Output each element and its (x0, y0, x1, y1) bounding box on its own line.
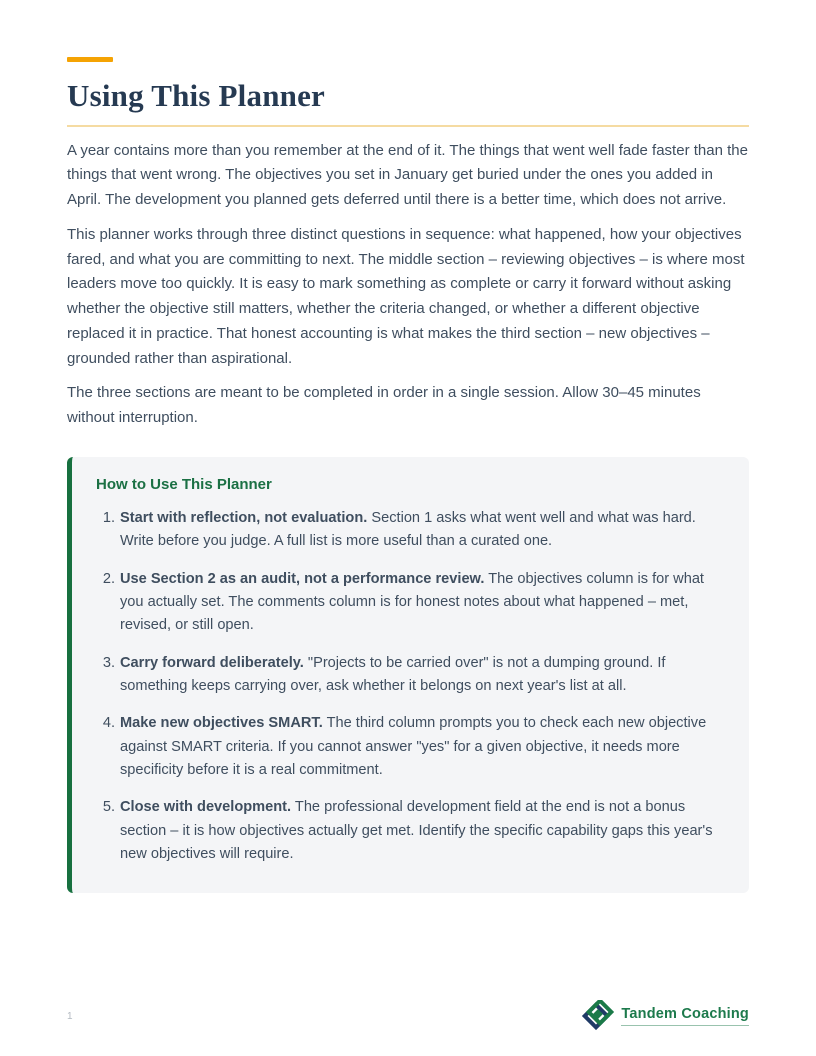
intro-paragraph-3: The three sections are meant to be completed in order in a single session. Allow 30–45 minutes without interruption. (67, 384, 701, 427)
step-text (120, 568, 723, 638)
tandem-diamond-icon (582, 1000, 614, 1032)
steps-list (96, 507, 723, 866)
step-number: 4. (102, 715, 115, 732)
list-item (96, 507, 723, 554)
step-number: 2. (102, 570, 115, 587)
step-lead: Make new objectives SMART. (120, 715, 323, 732)
step-text (120, 652, 723, 699)
step-body: The objectives column is for what you actually set. The comments column is for honest notes about what happened – met, revised, or still open. (120, 570, 704, 634)
step-text (120, 712, 723, 782)
step-body: The third column prompts you to check each new objective against SMART criteria. If you cannot answer "yes" for a given objective, it needs more specificity before it is a real commitment. (120, 715, 707, 778)
step-body: Section 1 asks what went well and what was hard. Write before you judge. A full list is more useful than a curated one. (120, 509, 696, 550)
how-to-callout (67, 457, 749, 893)
accent-bar (67, 57, 113, 62)
step-text (120, 796, 723, 866)
title-divider (67, 125, 749, 127)
step-body: The professional development field at the end is not a bonus section – it is how objectives actually get met. Identify the specific capability gaps this year's new objectives will require. (120, 799, 713, 863)
intro-paragraph-2: This planner works through three distinct questions in sequence: what happened, how your objectives fared, and what you are committing to next. The middle section – reviewing objectives – is where most leaders move too quickly. It is easy to mark something as complete or carry it forward without asking whether the objective still matters, whether the criteria changed, or whether a different objective replaced it in practice. That honest accounting is what makes the third section – new objectives – grounded rather than aspirational. (67, 225, 745, 367)
brand-logo (582, 1000, 749, 1032)
list-item (96, 712, 723, 782)
brand-name: Tandem Coaching (621, 1006, 749, 1026)
step-lead: Use Section 2 as an audit, not a performance review. (120, 570, 485, 587)
list-item (96, 652, 723, 699)
step-lead: Close with development. (120, 799, 292, 816)
list-item (96, 796, 723, 866)
page-number: 1 (67, 1010, 73, 1022)
step-text (120, 507, 723, 554)
step-body: "Projects to be carried over" is not a dumping ground. If something keeps carrying over, ask whether it belongs on next year's list at all. (120, 654, 666, 694)
step-number: 3. (102, 654, 115, 671)
step-lead: Start with reflection, not evaluation. (120, 509, 368, 526)
step-lead: Carry forward deliberately. (120, 654, 304, 671)
intro-paragraph-1: A year contains more than you remember at the end of it. The things that went well fade faster than the things that went wrong. The objectives you set in January get buried under the ones you added in April. The development you planned gets deferred until there is a better time, which does not arrive. (67, 141, 748, 209)
step-number: 1. (102, 509, 115, 526)
list-item (96, 568, 723, 638)
callout-title: How to Use This Planner (96, 475, 272, 493)
step-number: 5. (102, 799, 115, 816)
page-title: Using This Planner (67, 78, 325, 113)
page-footer (67, 1000, 749, 1032)
